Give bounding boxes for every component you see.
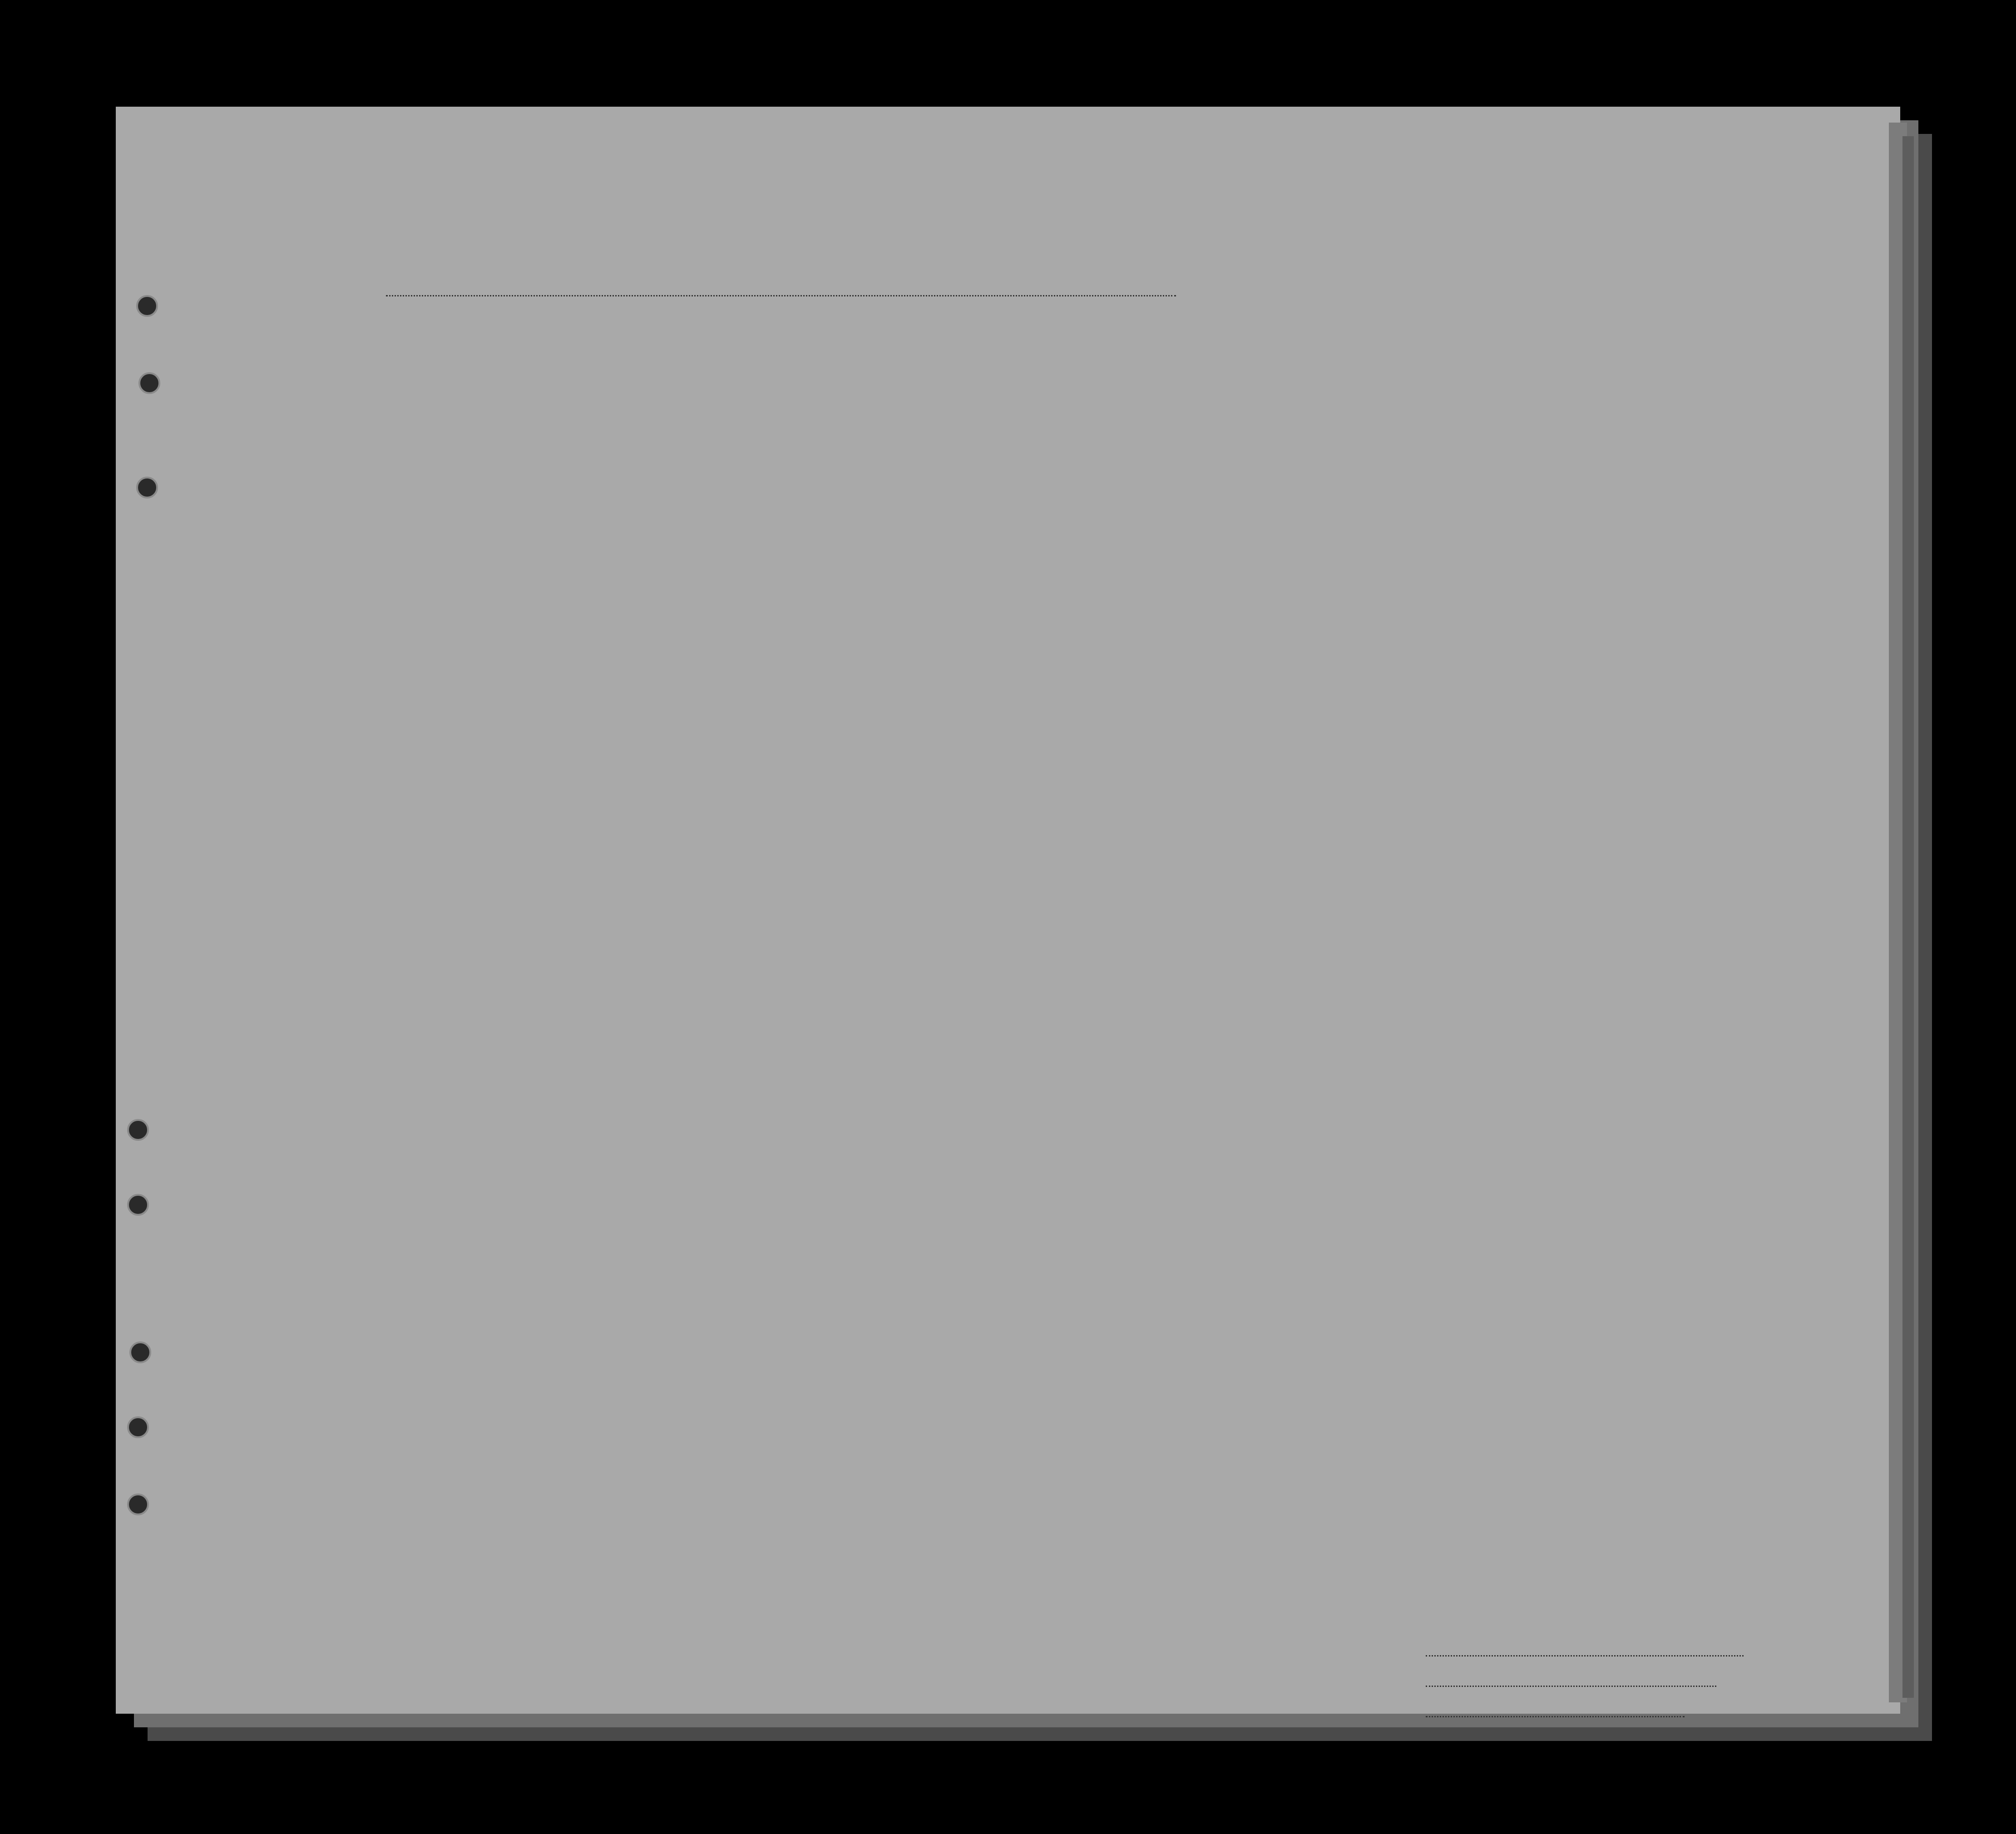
ship-fields [1421, 1646, 1744, 1737]
